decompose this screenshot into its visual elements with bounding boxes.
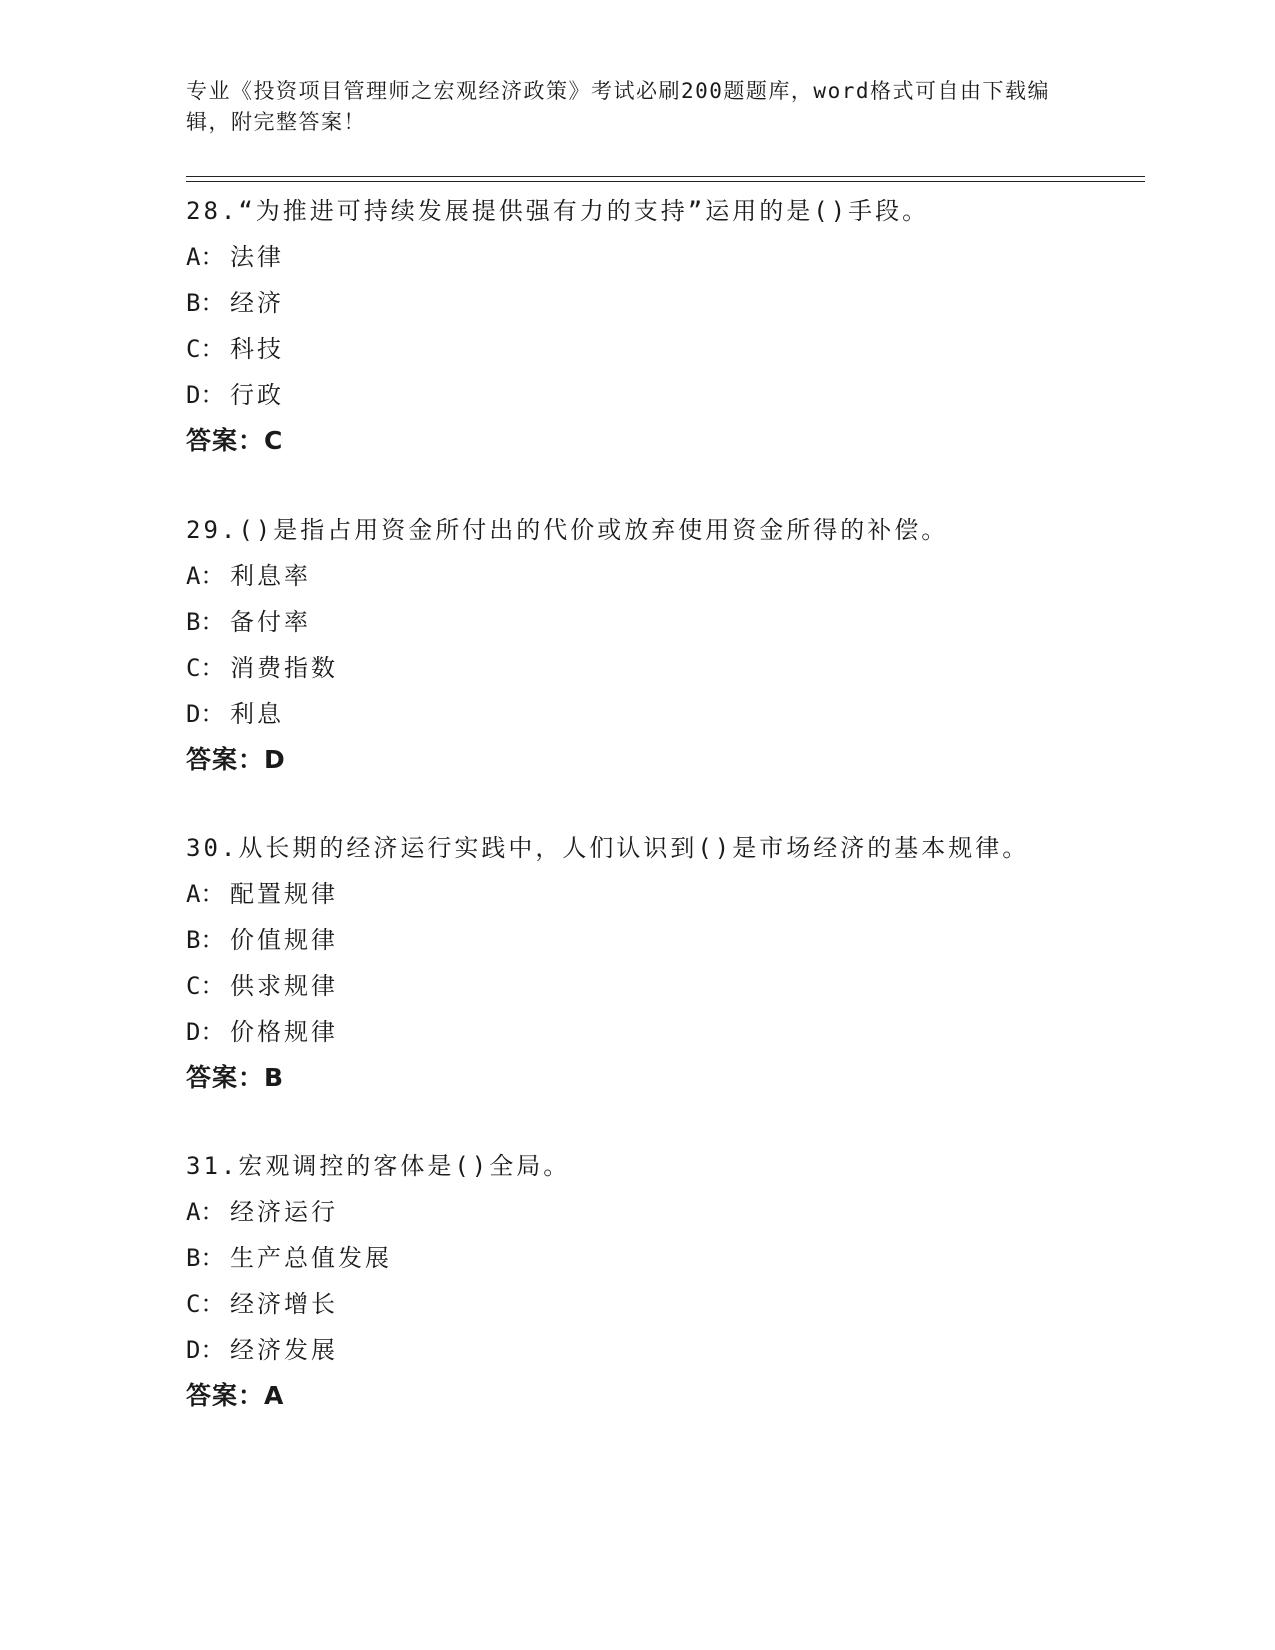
option-a [186,1196,1086,1228]
option-key: B： [186,289,225,317]
answer-line [186,1062,1086,1094]
question-stem: 30.从长期的经济运行实践中，人们认识到()是市场经济的基本规律。 [186,834,1030,862]
option-a [186,560,1086,592]
question-stem: 29.()是指占用资金所付出的代价或放弃使用资金所得的补偿。 [186,516,949,544]
header-divider-top [186,176,1145,177]
question-stem: 28.“为推进可持续发展提供强有力的支持”运用的是()手段。 [186,197,930,225]
header-divider-bottom [186,181,1145,182]
question-block-28 [186,195,1086,457]
option-a [186,878,1086,910]
option-b [186,606,1086,638]
option-key: B： [186,926,225,954]
option-text: 行政 [230,381,284,409]
option-key: A： [186,562,225,590]
option-text: 科技 [230,335,284,363]
option-key: D： [186,1018,225,1046]
answer-label: 答案： [186,745,265,774]
option-key: C： [186,654,225,682]
option-text: 价值规律 [230,926,338,954]
answer-value: D [264,745,286,774]
option-text: 供求规律 [230,972,338,1000]
answer-line [186,1380,1086,1412]
answer-line [186,425,1086,457]
option-text: 经济运行 [230,1198,338,1226]
option-key: A： [186,1198,225,1226]
option-text: 配置规律 [230,880,338,908]
option-text: 经济发展 [230,1336,338,1364]
option-d [186,1016,1086,1048]
option-c [186,652,1086,684]
option-text: 经济 [230,289,284,317]
option-c [186,333,1086,365]
answer-value: B [264,1063,285,1092]
option-text: 法律 [230,243,284,271]
answer-line [186,744,1086,776]
option-key: B： [186,1244,225,1272]
answer-value: A [264,1381,285,1410]
question-block-31 [186,1150,1086,1412]
option-text: 经济增长 [230,1290,338,1318]
answer-label: 答案： [186,426,265,455]
option-a [186,241,1086,273]
option-key: C： [186,1290,225,1318]
option-key: A： [186,243,225,271]
question-block-30 [186,832,1086,1094]
document-intro: 专业《投资项目管理师之宏观经济政策》考试必刷200题题库，word格式可自由下载编辑，附完整答案！ [186,79,1050,134]
option-text: 备付率 [230,608,311,636]
option-key: B： [186,608,225,636]
option-text: 消费指数 [230,654,338,682]
option-d [186,1334,1086,1366]
option-key: C： [186,972,225,1000]
option-key: D： [186,700,225,728]
answer-label: 答案： [186,1381,265,1410]
option-key: C： [186,335,225,363]
option-b [186,287,1086,319]
option-d [186,698,1086,730]
option-key: D： [186,381,225,409]
option-b [186,924,1086,956]
option-key: D： [186,1336,225,1364]
option-d [186,379,1086,411]
option-c [186,970,1086,1002]
option-text: 生产总值发展 [230,1244,392,1272]
answer-value: C [264,426,284,455]
option-text: 价格规律 [230,1018,338,1046]
option-text: 利息率 [230,562,311,590]
question-block-29 [186,514,1086,776]
option-key: A： [186,880,225,908]
option-text: 利息 [230,700,284,728]
option-b [186,1242,1086,1274]
answer-label: 答案： [186,1063,265,1092]
option-c [186,1288,1086,1320]
question-stem: 31.宏观调控的客体是()全局。 [186,1152,571,1180]
